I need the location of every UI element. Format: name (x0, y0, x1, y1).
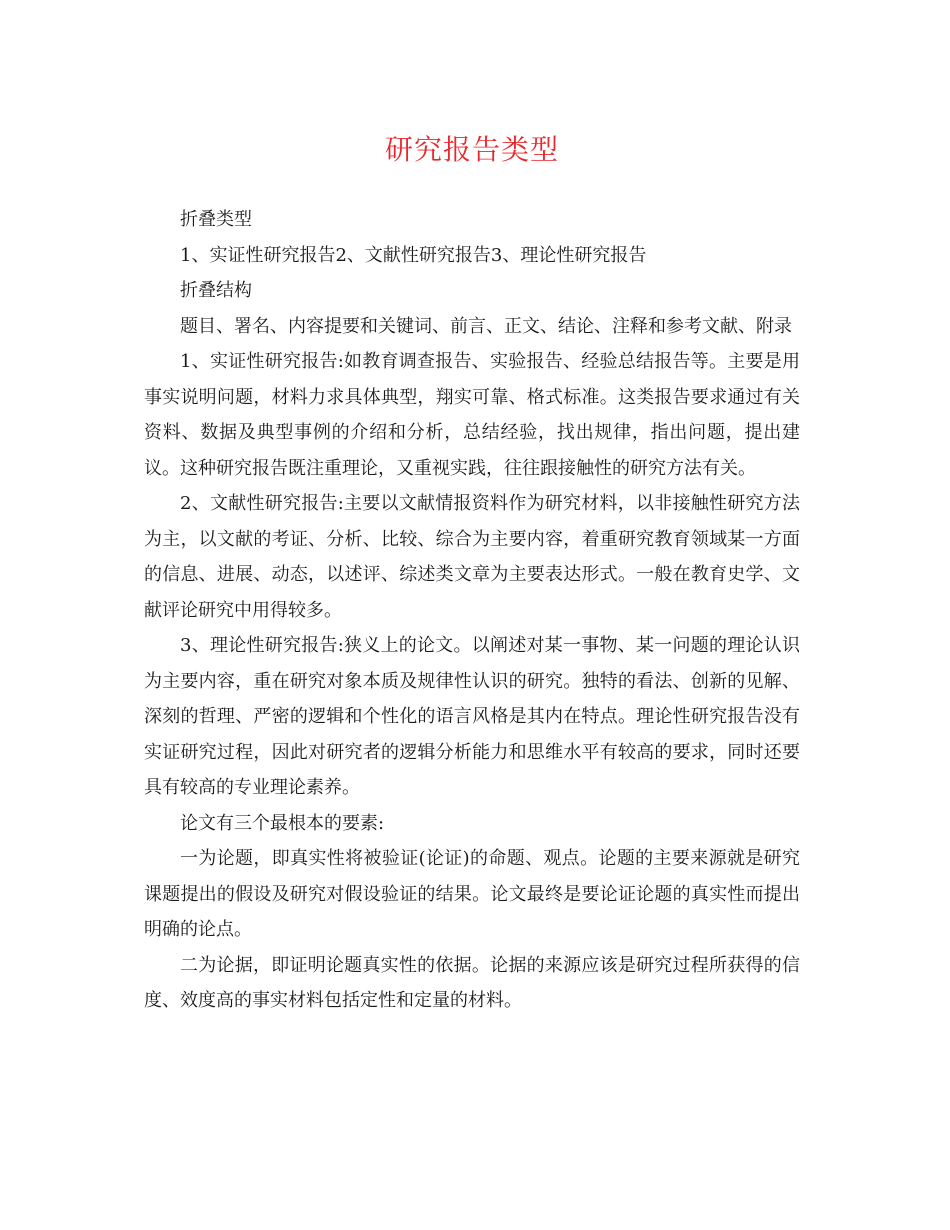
document-body (144, 202, 800, 1019)
paragraph-theoretical-report: 3、理论性研究报告:狭义上的论文。以阐述对某一事物、某一问题的理论认识为主要内容，重在研究对象本质及规律性认识的研究。独特的看法、创新的见解、深刻的哲理、严密的逻辑和个性化的语言风格是其内在特点。理论性研究报告没有实证研究过程，因此对研究者的逻辑分析能力和思维水平有较高的要求，同时还要具有较高的专业理论素养。 (144, 635, 800, 798)
paragraph-three-elements: 论文有三个最根本的要素: (180, 812, 385, 834)
paragraph-empirical-report: 1、实证性研究报告:如教育调查报告、实验报告、经验总结报告等。主要是用事实说明问题，材料力求具体典型，翔实可靠、格式标准。这类报告要求通过有关资料、数据及典型事例的介绍和分析，总结经验，找出规律，指出问题，提出建议。这种研究报告既注重理论，又重视实践，往往跟接触性的研究方法有关。 (144, 351, 800, 479)
paragraph-evidence: 二为论据，即证明论题真实性的依据。论据的来源应该是研究过程所获得的信度、效度高的事实材料包括定性和定量的材料。 (144, 954, 800, 1011)
paragraph-thesis: 一为论题，即真实性将被验证(论证)的命题、观点。论题的主要来源就是研究课题提出的假设及研究对假设验证的结果。论文最终是要论证论题的真实性而提出明确的论点。 (144, 848, 800, 940)
paragraph-structure-list: 题目、署名、内容提要和关键词、前言、正文、结论、注释和参考文献、附录 (180, 315, 792, 337)
paragraph-type-list: 1、实证性研究报告2、文献性研究报告3、理论性研究报告 (180, 244, 647, 266)
paragraph-section-structure-heading: 折叠结构 (180, 280, 252, 301)
paragraph-section-type-heading: 折叠类型 (180, 209, 252, 230)
document-page (144, 0, 800, 1019)
page-title: 研究报告类型 (384, 133, 559, 166)
paragraph-literature-report: 2、文献性研究报告:主要以文献情报资料作为研究材料，以非接触性研究方法为主，以文献的考证、分析、比较、综合为主要内容，着重研究教育领域某一方面的信息、进展、动态，以述评、综述类文章为主要表达形式。一般在教育史学、文献评论研究中用得较多。 (144, 493, 800, 621)
